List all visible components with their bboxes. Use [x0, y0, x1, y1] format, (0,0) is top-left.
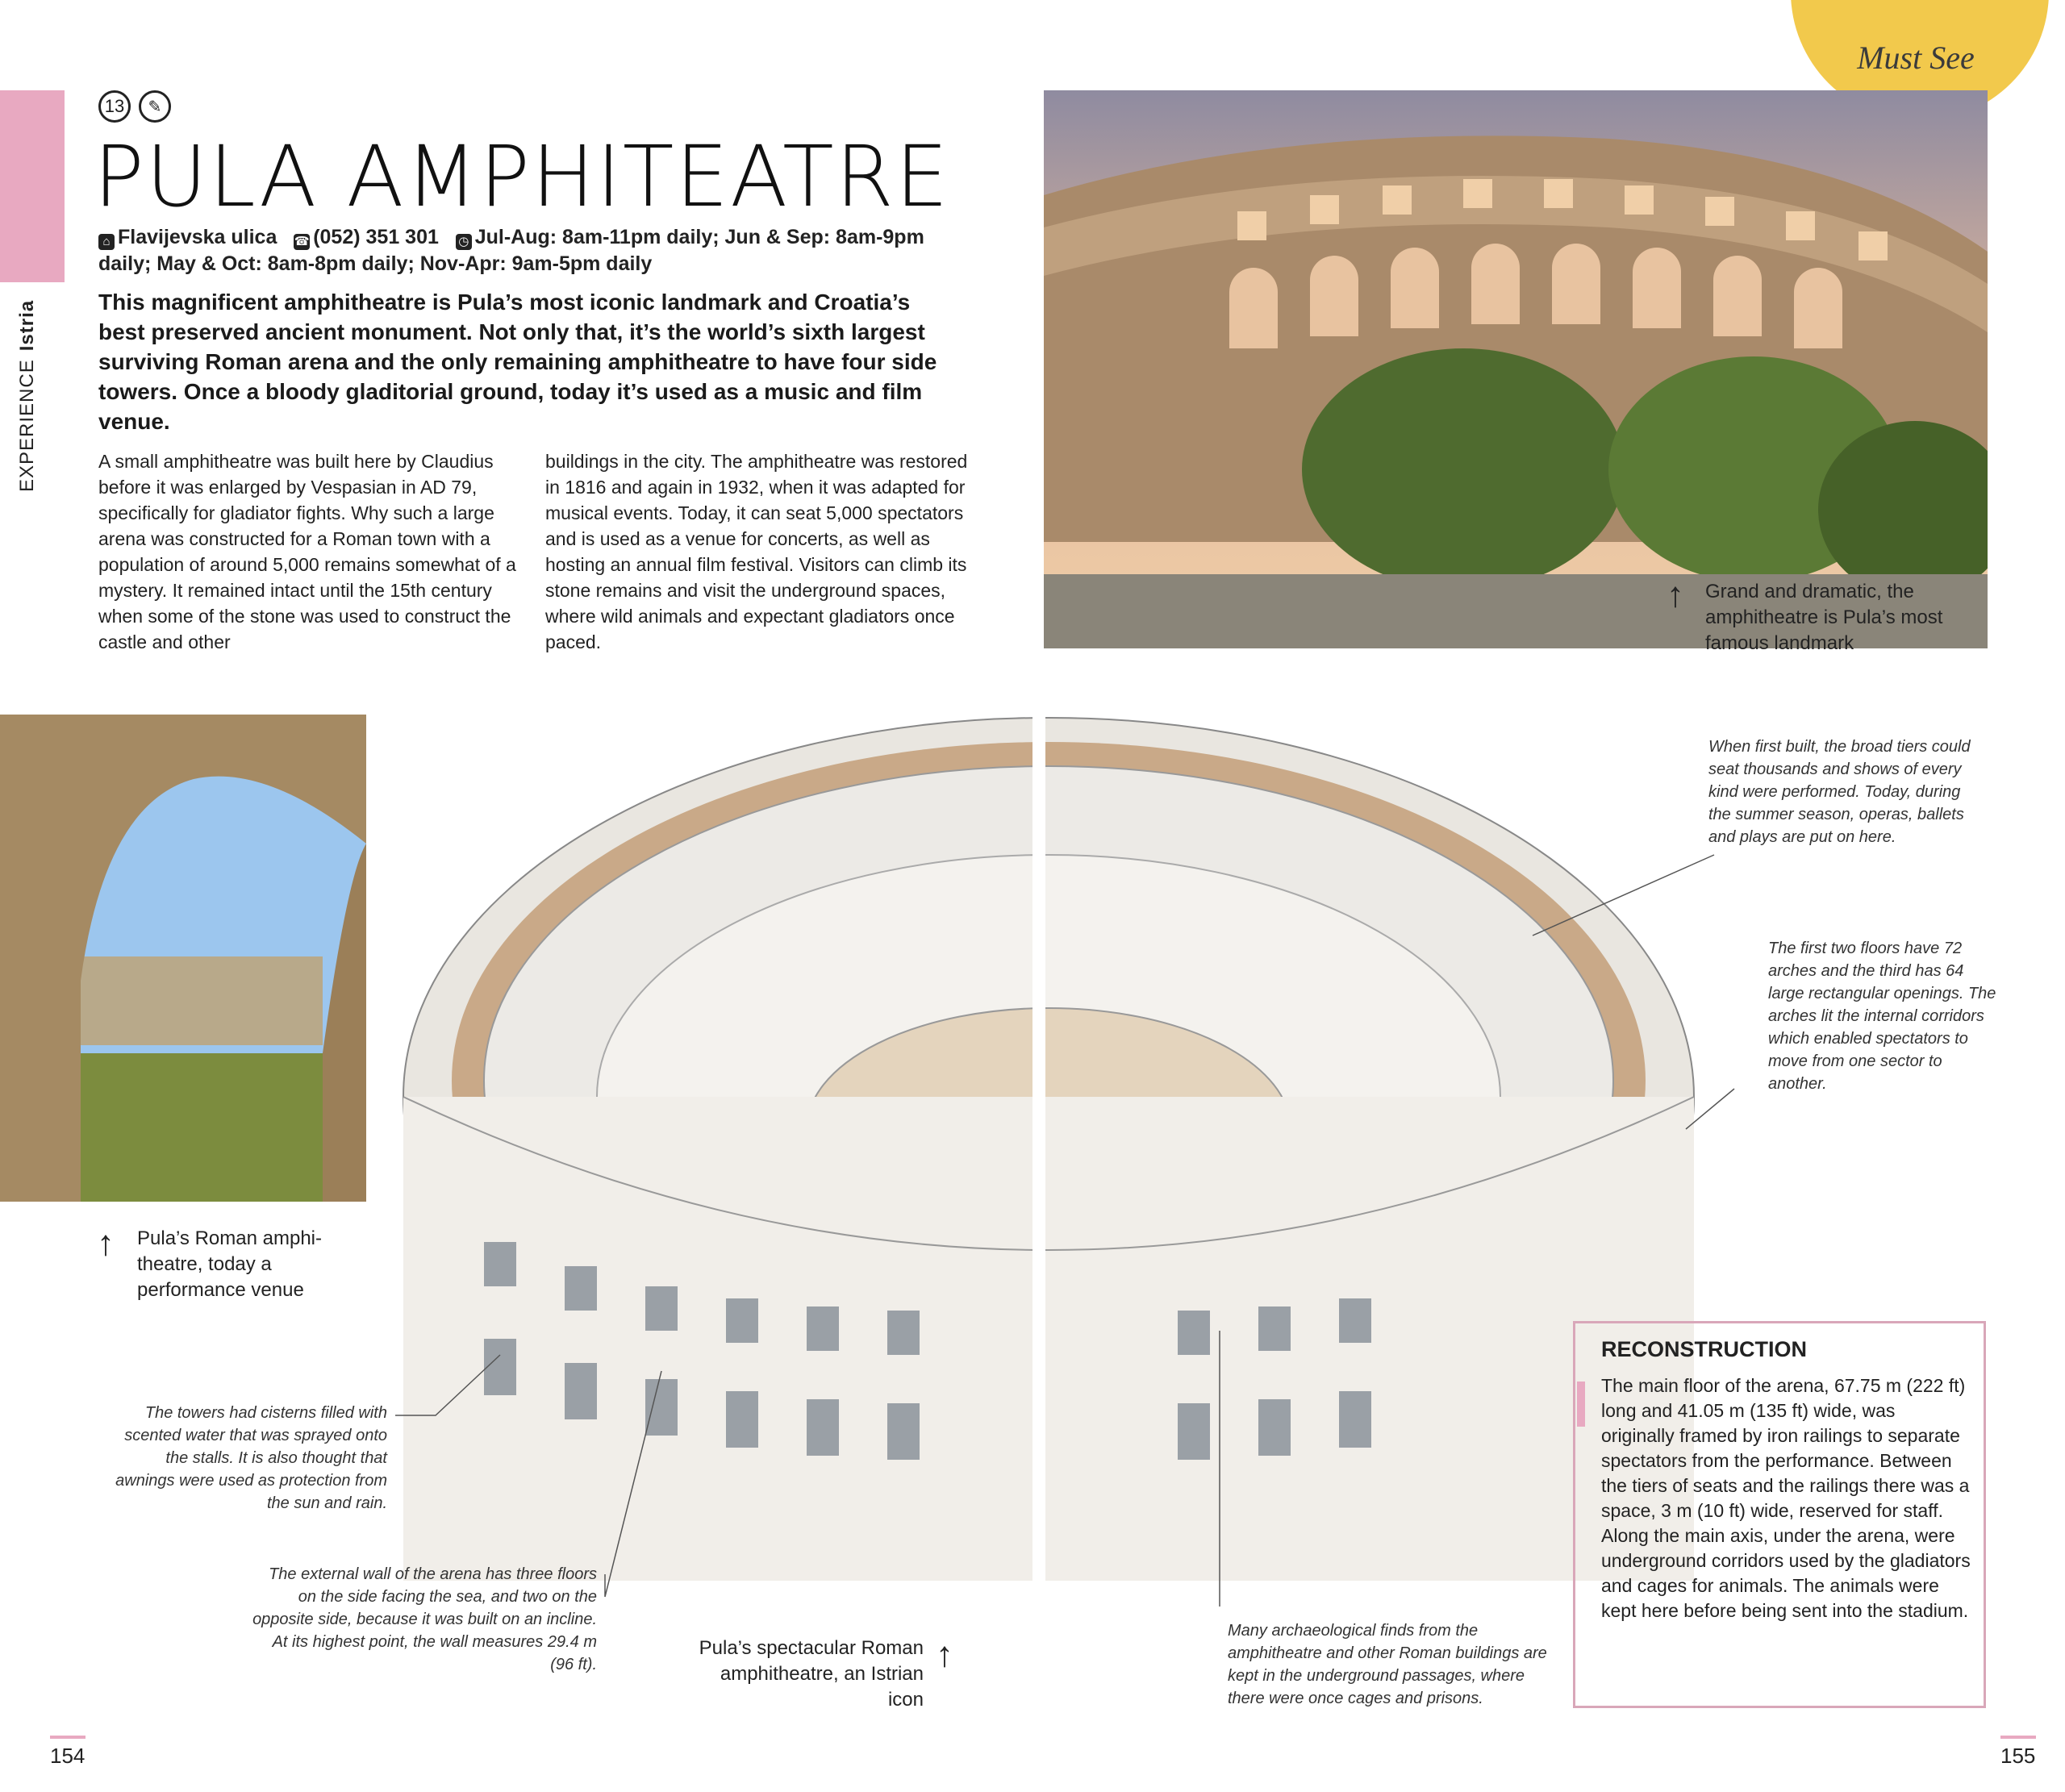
up-arrow-icon: ↑	[97, 1223, 115, 1263]
page-title: PULA AMPHITEATRE	[94, 127, 950, 226]
body-column-2: buildings in the city. The amphitheatre was restored in 1816 and again in 1932, when it was adapted for musical events. Today, it can seat 5,000 spectators and is used as a venue for concerts, as well as hosting an annual film festival. Visitors can climb its stone remains and visit the underground spaces, where wild animals and expectant gladiators once paced.	[545, 451, 968, 652]
must-see-label: Must See	[1857, 40, 1975, 76]
clock-icon: ◷	[456, 234, 472, 250]
top-photo-caption: Grand and dramatic, the amphitheatre is Pula’s most famous landmark	[1705, 581, 1943, 654]
up-arrow-icon: ↑	[1667, 575, 1684, 615]
entry-number-badge: 13	[98, 90, 131, 123]
note-floors: The first two floors have 72 arches and the third has 64 large rectangular openings. The arches lit the internal corridors which enabled spectators to move from one sector to another.	[1768, 940, 1996, 1093]
page-number-right: 155	[2000, 1744, 2036, 1768]
ticket-icon: ✎	[139, 90, 171, 123]
page-marker-right	[2000, 1736, 2036, 1739]
phone-icon: ☎	[294, 235, 310, 248]
up-arrow-icon: ↑	[936, 1635, 953, 1674]
home-icon: ⌂	[98, 234, 115, 250]
opening-hours: Jul-Aug: 8am-11pm daily; Jun & Sep: 8am-9pm daily; May & Oct: 8am-8pm daily; Nov-Apr: 9am-5pm daily	[98, 226, 924, 275]
address: Flavijevska ulica	[118, 226, 277, 248]
arch-photo-caption: Pula’s Roman amphi-theatre, today a performance venue	[137, 1227, 322, 1301]
page-number-left: 154	[50, 1744, 86, 1768]
intro-paragraph: This magnificent amphitheatre is Pula’s most iconic landmark and Croatia’s best preserved ancient monument. Not only that, it’s the world’s sixth largest surviving Roman arena and the only remaining amphitheatre to have four side towers. Once a bloody gladitorial ground, today it’s used as a music and film venue.	[98, 290, 937, 434]
reconstruction-text: The main floor of the arena, 67.75 m (222 ft) long and 41.05 m (135 ft) wide, was originally framed by iron railings to separate spectators from the performance. Between the tiers of seats and the railings there was a space, 3 m (10 ft) wide, reserved for staff. Along the main axis, under the arena, were underground corridors used by the gladiators and cages for animals. The animals were kept here before being sent into the stadium.	[1601, 1375, 1971, 1621]
illustration-caption: Pula’s spectacular Roman amphitheatre, an Istrian icon	[699, 1637, 924, 1711]
page-marker-left	[50, 1736, 86, 1739]
phone: (052) 351 301	[313, 226, 439, 248]
body-column-1: A small amphitheatre was built here by Claudius before it was enlarged by Vespasian in AD 79, specifically for gladiator fights. Why such a large arena was constructed for a Roman town with a population of around 5,000 remains somewhat of a mystery. It remained intact until the 15th century when some of the stone was used to construct the castle and other	[98, 451, 516, 652]
reconstruction-accent	[1577, 1382, 1585, 1427]
note-towers: The towers had cisterns filled with scented water that was sprayed onto the stalls. It is also thought that awnings were used as protection from the sun and rain.	[115, 1404, 387, 1512]
region-name: Istria	[16, 299, 38, 352]
note-wall: The external wall of the arena has three floors on the side facing the sea, and two on the opposite side, because it was built on an incline. At its highest point, the wall measures 29.4 m (96 ft).	[252, 1565, 597, 1673]
note-tiers: When first built, the broad tiers could seat thousands and shows of every kind were performed. Today, during the summer season, operas, ballets and plays are put on here.	[1708, 738, 1971, 846]
section-name: EXPERIENCE	[16, 359, 38, 492]
reconstruction-title: RECONSTRUCTION	[1601, 1337, 1807, 1361]
note-finds: Many archaeological finds from the amphitheatre and other Roman buildings are kept in the underground passages, where there were once cages and prisons.	[1228, 1622, 1547, 1707]
